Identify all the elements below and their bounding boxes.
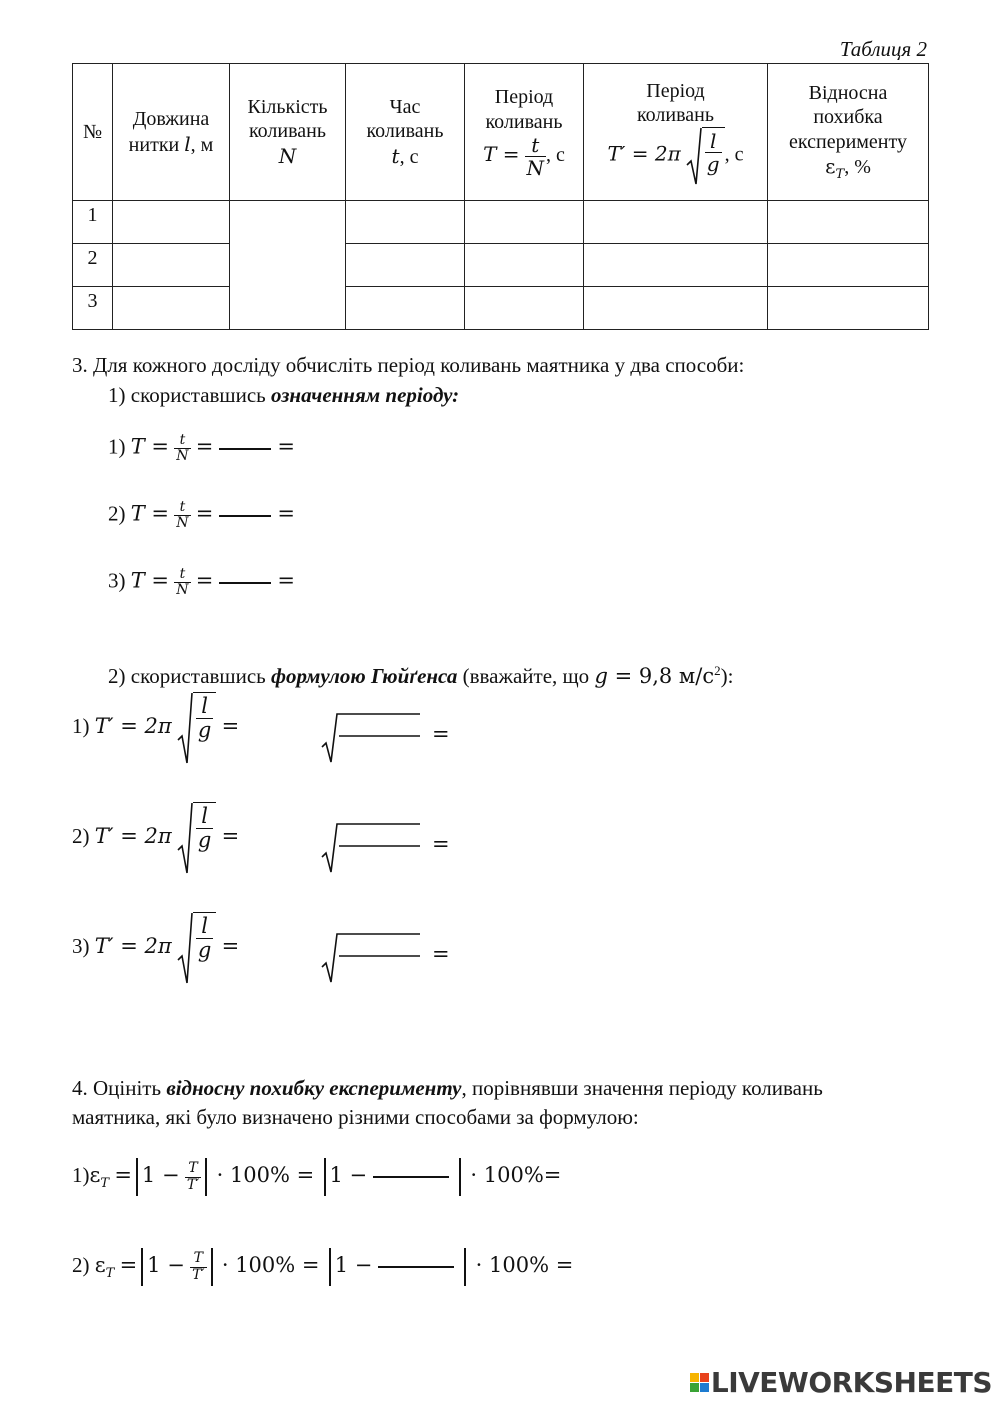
error-formula-2: 2) $\varepsilon_T = 1$ − $\frac{T}{T'}$ · 100% = 1 − · 100% =: [72, 1248, 573, 1286]
cell-length[interactable]: [113, 287, 230, 330]
section3-method2-heading: 2) скориставшись формулою Гюйґенса (вважайте, що g = 9,8 $м/с^2$):: [108, 663, 734, 688]
equals-sign: =: [432, 832, 450, 856]
huygens-formula-1: 1) T′ = 2π $\frac{l}{g}$ =: [72, 692, 239, 764]
row-number: 3: [73, 287, 113, 330]
cell-count-merged[interactable]: [230, 201, 346, 330]
cell-error[interactable]: [768, 287, 929, 330]
huygens-formula-2: 2) T′ = 2π $\frac{l}{g}$ =: [72, 802, 239, 874]
cell-period[interactable]: [465, 244, 584, 287]
error-formula-1: $1)\varepsilon_T = 1$ − $\frac{T}{T'}$ · 100% = 1 − · 100%=: [72, 1158, 561, 1196]
cell-period-huygens[interactable]: [584, 244, 768, 287]
cell-time[interactable]: [346, 201, 465, 244]
data-table: [72, 63, 929, 330]
sqrt-sign: $\frac{l}{g}$: [177, 692, 216, 764]
answer-fraction-blank[interactable]: [219, 582, 271, 584]
cell-length[interactable]: [113, 244, 230, 287]
answer-sqrt-blank[interactable]: [321, 932, 421, 984]
answer-fraction-blank[interactable]: [219, 515, 271, 517]
liveworksheets-watermark: [690, 1366, 992, 1399]
liveworksheets-logo-icon: [690, 1373, 709, 1392]
period-formula-2: 2) T = $\frac{t}{N}$ = =: [108, 499, 295, 532]
row-number: 1: [73, 201, 113, 244]
cell-time[interactable]: [346, 287, 465, 330]
section3-method1-heading: 1) скориставшись означенням періоду:: [108, 383, 460, 407]
huygens-formula-3: 3) T′ = 2π $\frac{l}{g}$ =: [72, 912, 239, 984]
equals-sign: =: [432, 942, 450, 966]
header-relative-error: Відносна похибка експерименту $\varepsilon_T$, %: [768, 64, 929, 201]
cell-period[interactable]: [465, 287, 584, 330]
header-num: №: [73, 64, 113, 201]
row-number: 2: [73, 244, 113, 287]
section4-intro-line1: 4. Оцініть відносну похибку експерименту, порівнявши значення періоду коливань: [72, 1076, 823, 1100]
sqrt-sign: $\frac{l}{g}$: [177, 802, 216, 874]
period-formula-1: 1) T = $\frac{t}{N}$ = =: [108, 432, 295, 465]
table-caption: Таблиця 2: [839, 37, 927, 61]
table-row: [73, 201, 929, 244]
cell-error[interactable]: [768, 201, 929, 244]
equals-sign: =: [432, 722, 450, 746]
cell-length[interactable]: [113, 201, 230, 244]
table-row: [73, 287, 929, 330]
cell-period[interactable]: [465, 201, 584, 244]
cell-error[interactable]: [768, 244, 929, 287]
answer-fraction-blank[interactable]: [219, 448, 271, 450]
answer-fraction-blank[interactable]: [378, 1266, 454, 1268]
header-period: Період коливань T = $\frac{t}{N}$ , с: [465, 64, 584, 201]
cell-period-huygens[interactable]: [584, 201, 768, 244]
answer-fraction-blank[interactable]: [373, 1176, 449, 1178]
watermark-text: LIVEWORKSHEETS: [710, 1366, 992, 1399]
section3-intro: 3. Для кожного досліду обчисліть період коливань маятника у два способи:: [72, 353, 745, 377]
header-period-huygens: Період коливань T′ = 2π $\frac{l}{g}$ , с: [584, 64, 768, 201]
header-count: Кількість коливань N: [230, 64, 346, 201]
sqrt-sign: $\frac{l}{g}$: [177, 912, 216, 984]
cell-period-huygens[interactable]: [584, 287, 768, 330]
table-row: [73, 244, 929, 287]
sqrt-sign: $\frac{l}{g}$: [686, 127, 725, 185]
header-length: Довжина нитки l, м: [113, 64, 230, 201]
answer-sqrt-blank[interactable]: [321, 712, 421, 764]
header-time: Час коливань t, с: [346, 64, 465, 201]
section4-intro-line2: маятника, які було визначено різними способами за формулою:: [72, 1105, 639, 1129]
cell-time[interactable]: [346, 244, 465, 287]
answer-sqrt-blank[interactable]: [321, 822, 421, 874]
period-formula-3: 3) T = $\frac{t}{N}$ = =: [108, 566, 295, 599]
